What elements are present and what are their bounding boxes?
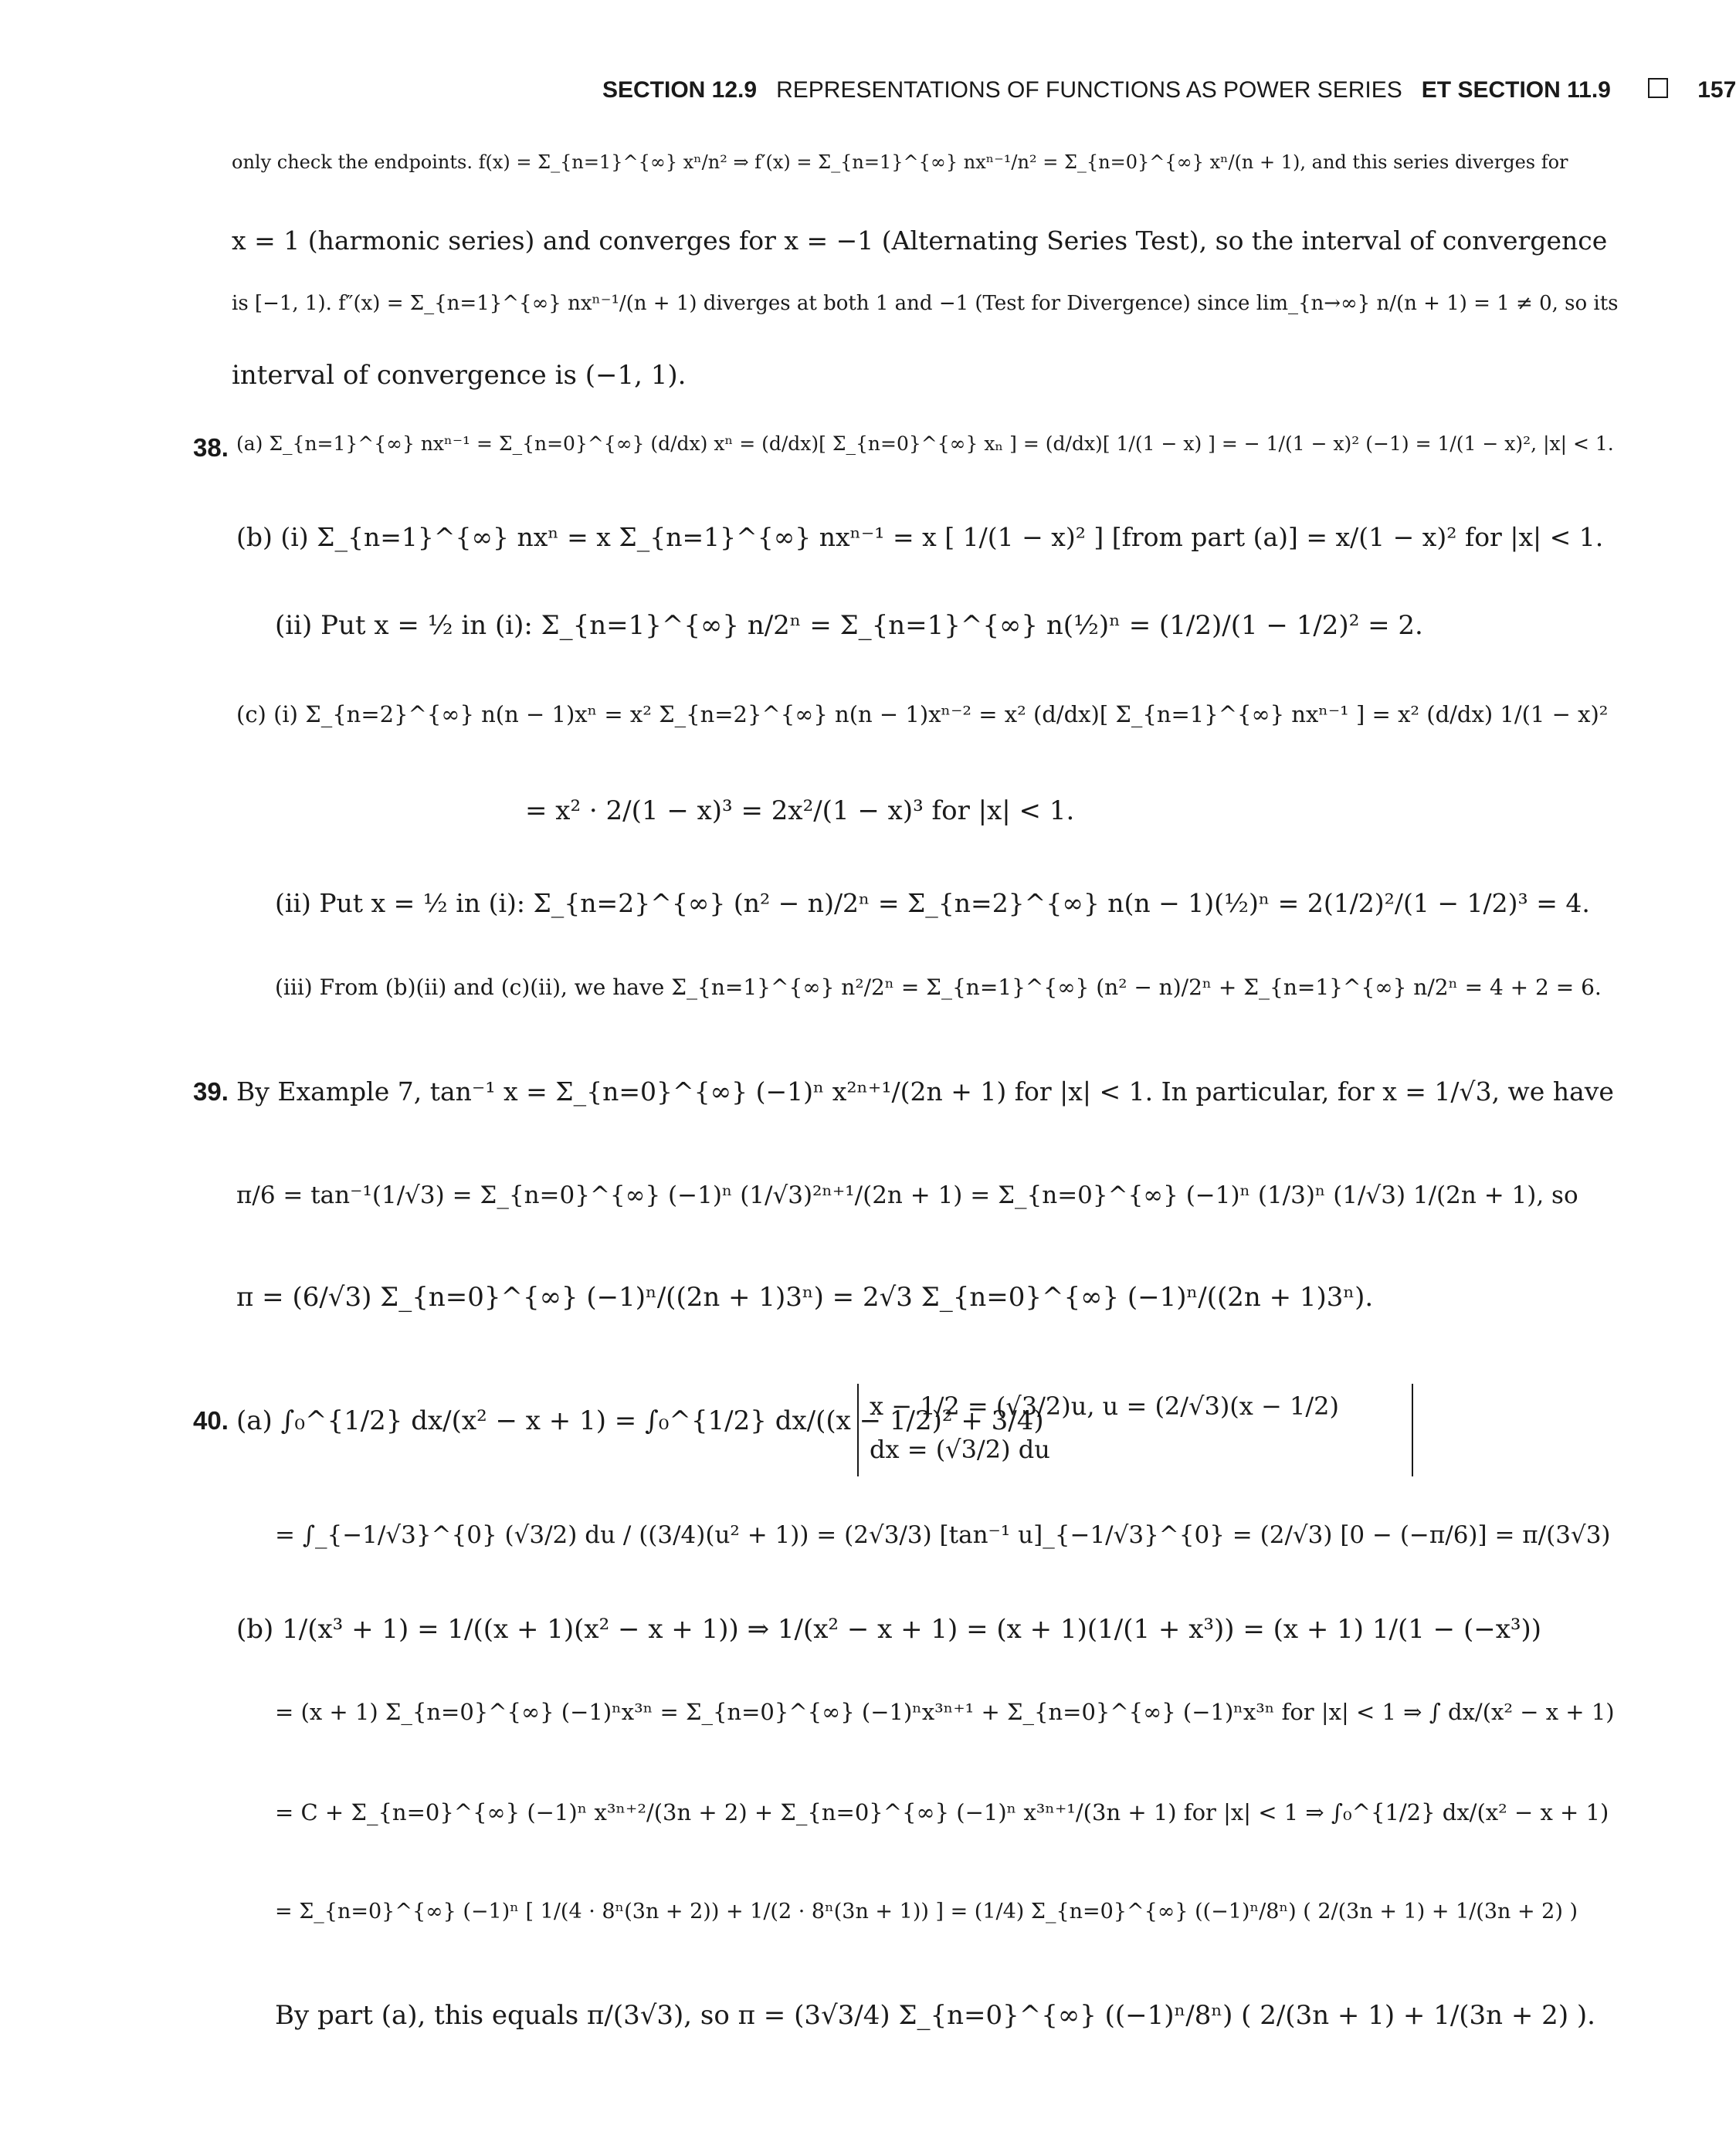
problem-40-b-line-2: = (x + 1) Σ_{n=0}^{∞} (−1)ⁿx³ⁿ = Σ_{n=0}^{∞} (−1)ⁿx³ⁿ⁺¹ + Σ_{n=0}^{∞} (−1)ⁿx³ⁿ for |x| < 1 ⇒ ∫ dx/(x² − x + 1): [275, 1699, 1615, 1725]
section-title: REPRESENTATIONS OF FUNCTIONS AS POWER SERIES: [776, 77, 1402, 103]
problem-38-c-i-cont: = x² · 2/(1 − x)³ = 2x²/(1 − x)³ for |x| < 1.: [525, 795, 1075, 826]
running-header: [602, 77, 1736, 116]
substitution-box: [857, 1384, 1413, 1476]
problem-39-line-1: By Example 7, tan⁻¹ x = Σ_{n=0}^{∞} (−1)ⁿ x²ⁿ⁺¹/(2n + 1) for |x| < 1. In particular, for x = 1/√3, we have: [236, 1076, 1614, 1107]
problem-40-a-line-1: (a) ∫₀^{1/2} dx/(x² − x + 1) = ∫₀^{1/2} dx/((x − 1/2)² + 3/4): [236, 1405, 1044, 1436]
problem-40-b-line-3: = C + Σ_{n=0}^{∞} (−1)ⁿ x³ⁿ⁺²/(3n + 2) + Σ_{n=0}^{∞} (−1)ⁿ x³ⁿ⁺¹/(3n + 1) for |x| < 1 ⇒ ∫₀^{1/2} dx/(x² − x + 1): [275, 1799, 1609, 1825]
problem-39-line-3: π = (6/√3) Σ_{n=0}^{∞} (−1)ⁿ/((2n + 1)3ⁿ) = 2√3 Σ_{n=0}^{∞} (−1)ⁿ/((2n + 1)3ⁿ).: [236, 1282, 1374, 1313]
text-line-1: only check the endpoints. f(x) = Σ_{n=1}^{∞} xⁿ/n² ⇒ f′(x) = Σ_{n=1}^{∞} nxⁿ⁻¹/n² = Σ_{n=0}^{∞} xⁿ/(n + 1), and this series diverges for: [232, 151, 1568, 173]
problem-40-b-line-1: (b) 1/(x³ + 1) = 1/((x + 1)(x² − x + 1)) ⇒ 1/(x² − x + 1) = (x + 1)(1/(1 + x³)) = (x + 1) 1/(1 − (−x³)): [236, 1614, 1542, 1645]
problem-38-b-ii: (ii) Put x = ½ in (i): Σ_{n=1}^{∞} n/2ⁿ = Σ_{n=1}^{∞} n(½)ⁿ = (1/2)/(1 − 1/2)² = 2.: [275, 610, 1423, 641]
square-icon: [1648, 78, 1668, 98]
problem-40-a-line-2: = ∫_{−1/√3}^{0} (√3/2) du / ((3/4)(u² + 1)) = (2√3/3) [tan⁻¹ u]_{−1/√3}^{0} = (2/√3) [0 − (−π/6)] = π/(3√3): [275, 1521, 1611, 1549]
section-number: SECTION 12.9: [602, 77, 758, 103]
problem-38-b-i: (b) (i) Σ_{n=1}^{∞} nxⁿ = x Σ_{n=1}^{∞} nxⁿ⁻¹ = x [ 1/(1 − x)² ] [from part (a)] = x/(1 − x)² for |x| < 1.: [236, 522, 1604, 552]
problem-38-c-iii: (iii) From (b)(ii) and (c)(ii), we have Σ_{n=1}^{∞} n²/2ⁿ = Σ_{n=1}^{∞} (n² − n)/2ⁿ + Σ_{n=1}^{∞} n/2ⁿ = 4 + 2 = 6.: [275, 975, 1602, 1000]
text-line-2: x = 1 (harmonic series) and converges for x = −1 (Alternating Series Test), so the interval of convergence: [232, 225, 1608, 256]
text-line-3: is [−1, 1). f″(x) = Σ_{n=1}^{∞} nxⁿ⁻¹/(n + 1) diverges at both 1 and −1 (Test for Divergence) since lim_{n→∞} n/(n + 1) = 1 ≠ 0, so its: [232, 292, 1619, 315]
et-section: ET SECTION 11.9: [1421, 77, 1611, 103]
problem-40-b-line-5: By part (a), this equals π/(3√3), so π = (3√3/4) Σ_{n=0}^{∞} ((−1)ⁿ/8ⁿ) ( 2/(3n + 1) + 1/(3n + 2) ).: [275, 2000, 1595, 2031]
problem-39-number: 39.: [193, 1077, 229, 1106]
substitution-line-2: dx = (√3/2) du: [870, 1435, 1050, 1464]
problem-40-b-line-4: = Σ_{n=0}^{∞} (−1)ⁿ [ 1/(4 · 8ⁿ(3n + 2)) + 1/(2 · 8ⁿ(3n + 1)) ] = (1/4) Σ_{n=0}^{∞} ((−1)ⁿ/8ⁿ) ( 2/(3n + 1) + 1/(3n + 2) ): [275, 1900, 1578, 1924]
text-line-4: interval of convergence is (−1, 1).: [232, 360, 687, 391]
problem-40-number: 40.: [193, 1406, 229, 1435]
page-number: 157: [1697, 77, 1736, 103]
problem-38-number: 38.: [193, 433, 229, 462]
problem-38-c-i: (c) (i) Σ_{n=2}^{∞} n(n − 1)xⁿ = x² Σ_{n=2}^{∞} n(n − 1)xⁿ⁻² = x² (d/dx)[ Σ_{n=1}^{∞} nxⁿ⁻¹ ] = x² (d/dx) 1/(1 − x)²: [236, 701, 1609, 727]
problem-38-c-ii: (ii) Put x = ½ in (i): Σ_{n=2}^{∞} (n² − n)/2ⁿ = Σ_{n=2}^{∞} n(n − 1)(½)ⁿ = 2(1/2)²/(1 − 1/2)³ = 4.: [275, 888, 1590, 918]
problem-39-line-2: π/6 = tan⁻¹(1/√3) = Σ_{n=0}^{∞} (−1)ⁿ (1/√3)²ⁿ⁺¹/(2n + 1) = Σ_{n=0}^{∞} (−1)ⁿ (1/3)ⁿ (1/√3) 1/(2n + 1), so: [236, 1181, 1578, 1209]
problem-38-a: (a) Σ_{n=1}^{∞} nxⁿ⁻¹ = Σ_{n=0}^{∞} (d/dx) xⁿ = (d/dx)[ Σ_{n=0}^{∞} xₙ ] = (d/dx)[ 1/(1 − x) ] = − 1/(1 − x)² (−1) = 1/(1 − x)², |x| < 1.: [236, 432, 1614, 455]
substitution-line-1: x − 1/2 = (√3/2)u, u = (2/√3)(x − 1/2): [870, 1391, 1339, 1421]
